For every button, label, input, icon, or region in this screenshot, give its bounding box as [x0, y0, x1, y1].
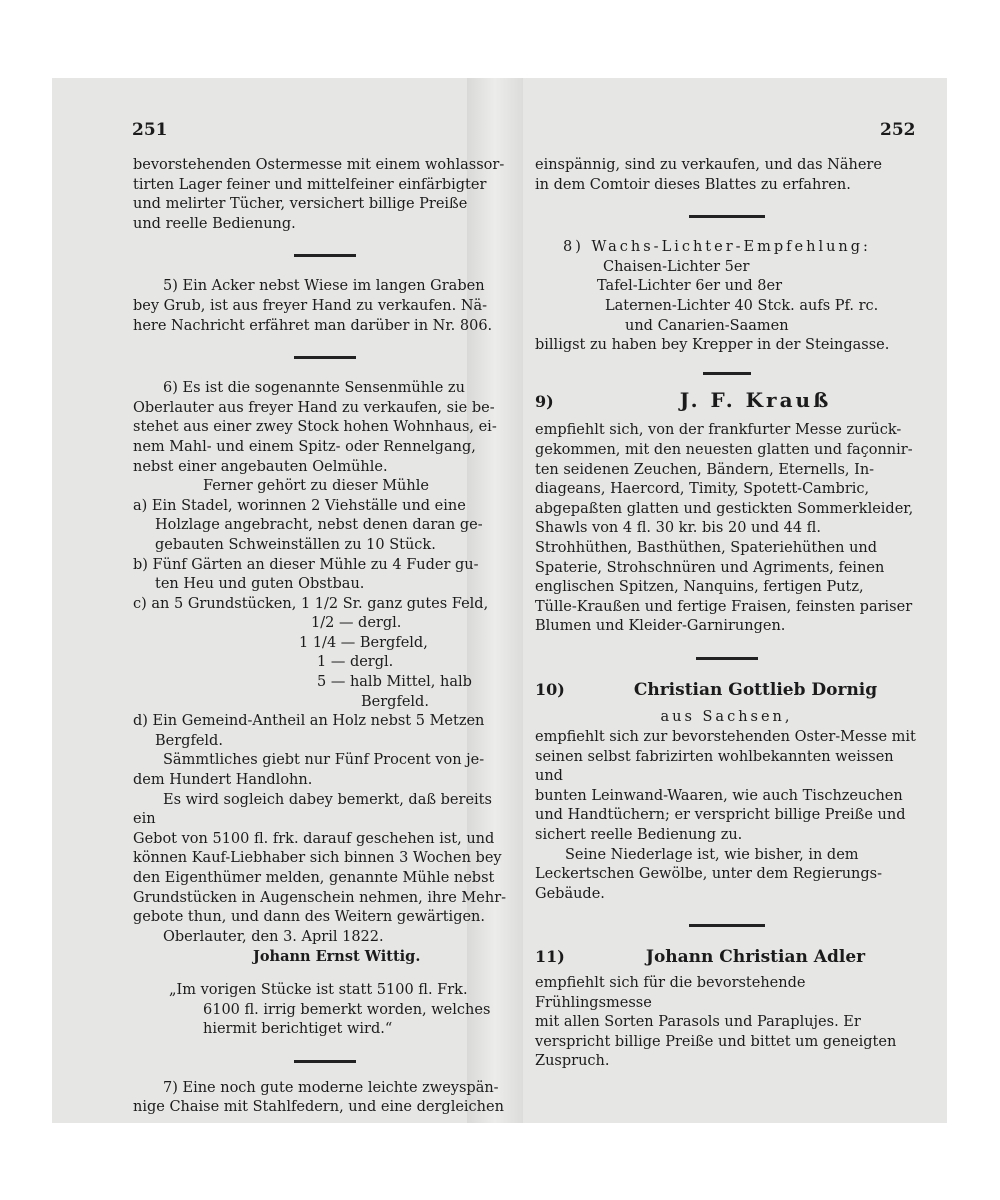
text-line: 5 — halb Mittel, halb — [317, 674, 472, 691]
text-line: Es wird sogleich dabey bemerkt, daß bereits ein — [133, 791, 492, 828]
list-item-c: c) an 5 Grundstücken, 1 1/2 Sr. ganz gutes Feld, — [133, 595, 489, 612]
text-line: 6100 fl. irrig bemerkt worden, welches — [203, 1001, 491, 1018]
advert-5 — [133, 277, 517, 336]
merchant-name: J. F. Krauß — [679, 387, 832, 412]
merchant-name: Christian Gottlieb Dornig — [633, 679, 878, 700]
text-line: 1 1/4 — Bergfeld, — [299, 634, 428, 651]
text-line: nem Mahl- und einem Spitz- oder Rennelgang, — [133, 438, 476, 455]
text-line: bevorstehenden Ostermesse mit einem wohlassor- — [133, 157, 505, 173]
text-line: 5) Ein Acker nebst Wiese im langen Graben — [163, 278, 485, 295]
text-line: Spaterie, Strohschnüren und Agriments, feinen — [535, 559, 885, 576]
text-line: hiermit berichtiget wird.“ — [203, 1021, 393, 1038]
text-line: können Kauf-Liebhaber sich binnen 3 Wochen bey — [133, 850, 502, 867]
text-line: Chaisen-Lichter 5er — [603, 258, 750, 275]
continued-advert — [133, 156, 517, 234]
text-line: verspricht billige Preiße und bittet um geneigten — [535, 1033, 897, 1050]
advert-6 — [133, 379, 517, 967]
text-line: empfiehlt sich für die bevorstehende Frühlingsmesse — [535, 975, 806, 1011]
text-line: Ferner gehört zu dieser Mühle — [203, 478, 429, 495]
text-line: 1 — dergl. — [317, 654, 394, 671]
text-line: englischen Spitzen, Nanquins, fertigen Putz, — [535, 579, 864, 596]
merchant-origin: aus Sachsen, — [660, 709, 793, 726]
text-line: bey Grub, ist aus freyer Hand zu verkaufen. Nä- — [133, 297, 488, 314]
advert-heading — [535, 680, 918, 701]
text-line: einspännig, sind zu verkaufen, und das Nähere — [535, 157, 882, 173]
list-item-b: b) Fünf Gärten an dieser Mühle zu 4 Fuder gu- — [133, 556, 479, 573]
text-line: tirten Lager feiner und mittelfeiner einfärbigter — [133, 176, 487, 193]
text-line: mit allen Sorten Parasols und Paraplujes. Er — [535, 1014, 861, 1031]
advert-8 — [535, 238, 918, 356]
advert-number: 11) — [535, 947, 565, 967]
text-line: gebauten Schweinställen zu 10 Stück. — [155, 536, 436, 553]
advert-heading — [535, 387, 918, 412]
left-column — [133, 156, 517, 1118]
text-line: Bergfeld. — [361, 693, 429, 710]
text-line: sichert reelle Bedienung zu. — [535, 827, 743, 844]
text-line: empfiehlt sich zur bevorstehenden Oster-Messe mit — [535, 729, 916, 746]
text-line: bunten Leinwand-Waaren, wie auch Tischzeuchen — [535, 787, 903, 804]
right-column — [535, 156, 918, 1072]
text-line: und reelle Bedienung. — [133, 215, 296, 232]
text-line: ten Heu und guten Obstbau. — [155, 576, 365, 593]
advert-7 — [133, 1079, 517, 1118]
text-line: abgepaßten glatten und gestickten Sommerkleider, — [535, 500, 914, 517]
text-line: dem Hundert Handlohn. — [133, 772, 313, 789]
text-line: ten seidenen Zeuchen, Bändern, Eternells, In- — [535, 461, 875, 478]
text-line: Grundstücken in Augenschein nehmen, ihre Mehr- — [133, 889, 507, 906]
text-line: Sämmtliches giebt nur Fünf Procent von je- — [163, 752, 485, 769]
text-line: Shawls von 4 fl. 30 kr. bis 20 und 44 fl. — [535, 520, 821, 537]
text-line: seinen selbst fabrizirten wohlbekannten weissen und — [535, 748, 894, 785]
text-line: Seine Niederlage ist, wie bisher, in dem — [565, 846, 859, 863]
text-line: stehet aus einer zwey Stock hohen Wohnhaus, ei- — [133, 419, 497, 436]
text-line: gebote thun, und dann des Weitern gewärtigen. — [133, 909, 486, 926]
text-line: „Im vorigen Stücke ist statt 5100 fl. Frk. — [169, 981, 468, 998]
signature: Johann Ernst Wittig. — [253, 948, 421, 966]
text-line: Strohhüthen, Basthüthen, Spateriehüthen und — [535, 539, 878, 556]
text-line: und melirter Tücher, versichert billige Preiße — [133, 196, 468, 213]
text-line: Laternen-Lichter 40 Stck. aufs Pf. rc. — [605, 297, 879, 314]
text-line: Holzlage angebracht, nebst denen daran ge- — [155, 517, 483, 534]
text-line: Gebot von 5100 fl. frk. darauf geschehen ist, und — [133, 830, 495, 847]
text-line: Tülle-Kraußen und fertige Fraisen, feinsten pariser — [535, 598, 913, 615]
advert-9 — [535, 387, 918, 637]
text-line: here Nachricht erfähret man darüber in Nr. 806. — [133, 317, 493, 334]
erratum-note — [133, 981, 517, 1040]
text-line: Gebäude. — [535, 885, 605, 902]
place-date: Oberlauter, den 3. April 1822. — [163, 928, 384, 945]
text-line: gekommen, mit den neuesten glatten und façonnir- — [535, 441, 913, 458]
page-number-right: 252 — [880, 120, 916, 140]
text-line: 1/2 — dergl. — [311, 615, 402, 632]
text-line: Bergfeld. — [155, 732, 223, 749]
text-line: Tafel-Lichter 6er und 8er — [597, 278, 783, 295]
merchant-name: Johann Christian Adler — [645, 947, 866, 968]
list-item-d: d) Ein Gemeind-Antheil an Holz nebst 5 Metzen — [133, 713, 485, 730]
text-line: Zuspruch. — [535, 1053, 610, 1070]
text-line: nebst einer angebauten Oelmühle. — [133, 458, 388, 475]
text-line: diageans, Haercord, Timity, Spotett-Cambric, — [535, 481, 870, 498]
advert-heading — [535, 947, 918, 968]
text-line: billigst zu haben bey Krepper in der Steingasse. — [535, 337, 890, 354]
text-line: in dem Comtoir dieses Blattes zu erfahren. — [535, 176, 851, 193]
advert-title: 8) Wachs-Lichter-Empfehlung: — [563, 239, 871, 256]
page-number-left: 251 — [132, 120, 168, 140]
advert-11 — [535, 947, 918, 1072]
text-line: Oberlauter aus freyer Hand zu verkaufen, sie be- — [133, 399, 495, 416]
text-line: 7) Eine noch gute moderne leichte zweyspän- — [163, 1079, 499, 1096]
continued-advert — [535, 156, 918, 195]
text-line: und Canarien-Saamen — [625, 317, 789, 334]
text-line: nige Chaise mit Stahlfedern, und eine dergleichen — [133, 1099, 504, 1116]
text-line: Blumen und Kleider-Garnirungen. — [535, 618, 786, 635]
advert-10 — [535, 680, 918, 905]
text-line: und Handtüchern; er verspricht billige Preiße und — [535, 807, 906, 824]
list-item-a: a) Ein Stadel, worinnen 2 Viehställe und eine — [133, 497, 466, 514]
advert-number: 9) — [535, 391, 554, 411]
text-line: den Eigenthümer melden, genannte Mühle nebst — [133, 870, 495, 886]
text-line: 6) Es ist die sogenannte Sensenmühle zu — [163, 380, 465, 397]
advert-number: 10) — [535, 679, 565, 699]
text-line: empfiehlt sich, von der frankfurter Messe zurück- — [535, 422, 902, 439]
text-line: Leckertschen Gewölbe, unter dem Regierungs- — [535, 866, 882, 883]
